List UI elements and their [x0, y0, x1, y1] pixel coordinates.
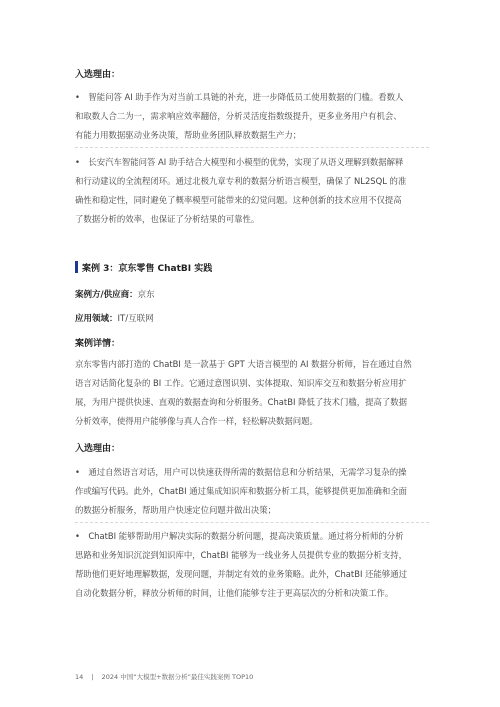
details-line: 分析效率，使得用户能够像与真人合作一样，轻松解决数据问题。: [75, 416, 318, 426]
vendor-row: [75, 288, 155, 300]
case-title-bar: [75, 261, 78, 273]
reason-bullet-1: [75, 88, 435, 145]
details-line: 展，为用户提供快速、直观的数据查询和分析服务。ChatBI 降低了技术门槛，提高了数据: [75, 397, 407, 407]
reasons-heading-1: 入选理由：: [75, 70, 121, 80]
bullet-line: • ChatBI 能够帮助用户解决实际的数据分析问题，提高决策质量。通过将分析师的分析: [75, 531, 404, 541]
case-title: 案例 3：京东零售 ChatBI 实践: [82, 264, 213, 274]
details-paragraph: [75, 355, 435, 431]
bullet-line: 和取数人合二为一，需求响应效率翻倍，分析灵活度指数级提升，更多业务用户有机会、: [75, 111, 402, 121]
reason-bullet-3: [75, 463, 435, 520]
details-heading: 案例详情：: [75, 339, 121, 349]
page-number: 14: [75, 673, 84, 681]
bullet-line: 思路和业务知识沉淀到知识库中，ChatBI 能够为一线业务人员提供专业的数据分析支持，: [75, 550, 407, 560]
bullet-line: 有能力用数据驱动业务决策，帮助业务团队释放数据生产力；: [75, 130, 302, 140]
details-line: 京东零售内部打造的 ChatBI 是一款基于 GPT 大语言模型的 AI 数据分析师，旨在通过自然: [75, 359, 412, 369]
field-value: IT/互联网: [117, 314, 154, 324]
bullet-line: 了数据分析的效率，也保证了分析结果的可靠性。: [75, 214, 260, 224]
dotted-divider: [75, 147, 429, 148]
bullet-line: 自动化数据分析，释放分析师的时间，让他们能够专注于更高层次的分析和决策工作。: [75, 588, 394, 598]
bullet-line: • 长安汽车智能问答 AI 助手结合大模型和小模型的优势，实现了从语义理解到数据解释: [75, 157, 404, 167]
bullet-line: • 通过自然语言对话，用户可以快速获得所需的数据信息和分析结果，无需学习复杂的操: [75, 467, 407, 477]
reason-bullet-2: [75, 153, 435, 229]
bullet-line: 确性和稳定性，同时避免了概率模型可能带来的幻觉问题。这种创新的技术应用不仅提高: [75, 195, 402, 205]
field-row: [75, 312, 154, 324]
footer-separator: |: [91, 673, 94, 681]
details-line: 语言对话简化复杂的 BI 工作。它通过意图识别、实体提取、知识库交互和数据分析应用扩: [75, 378, 407, 388]
field-label: 应用领域：: [75, 314, 118, 324]
dotted-divider: [75, 522, 429, 523]
reason-bullet-4: [75, 527, 435, 603]
reasons-heading-2: 入选理由：: [75, 444, 121, 454]
vendor-value: 京东: [137, 290, 155, 300]
bullet-line: 和行动建议的全流程闭环。通过北极九章专利的数据分析语言模型，确保了 NL2SQL 的准: [75, 176, 407, 186]
bullet-line: 作或编写代码。此外，ChatBI 通过集成知识库和数据分析工具，能够提供更加准确和全面: [75, 486, 407, 496]
page-footer: [75, 672, 253, 681]
bullet-line: 帮助他们更好地理解数据，发现问题，并制定有效的业务策略。此外，ChatBI 还能够通过: [75, 569, 407, 579]
vendor-label: 案例方/供应商：: [75, 290, 138, 300]
footer-title: 2024 中国“大模型+数据分析”最佳实践案例 TOP10: [101, 673, 254, 681]
bullet-line: 的数据分析服务，帮助用户快速定位问题并做出决策；: [75, 505, 276, 515]
bullet-line: • 智能问答 AI 助手作为对当前工具链的补充，进一步降低员工使用数据的门槛。看数人: [75, 92, 404, 102]
